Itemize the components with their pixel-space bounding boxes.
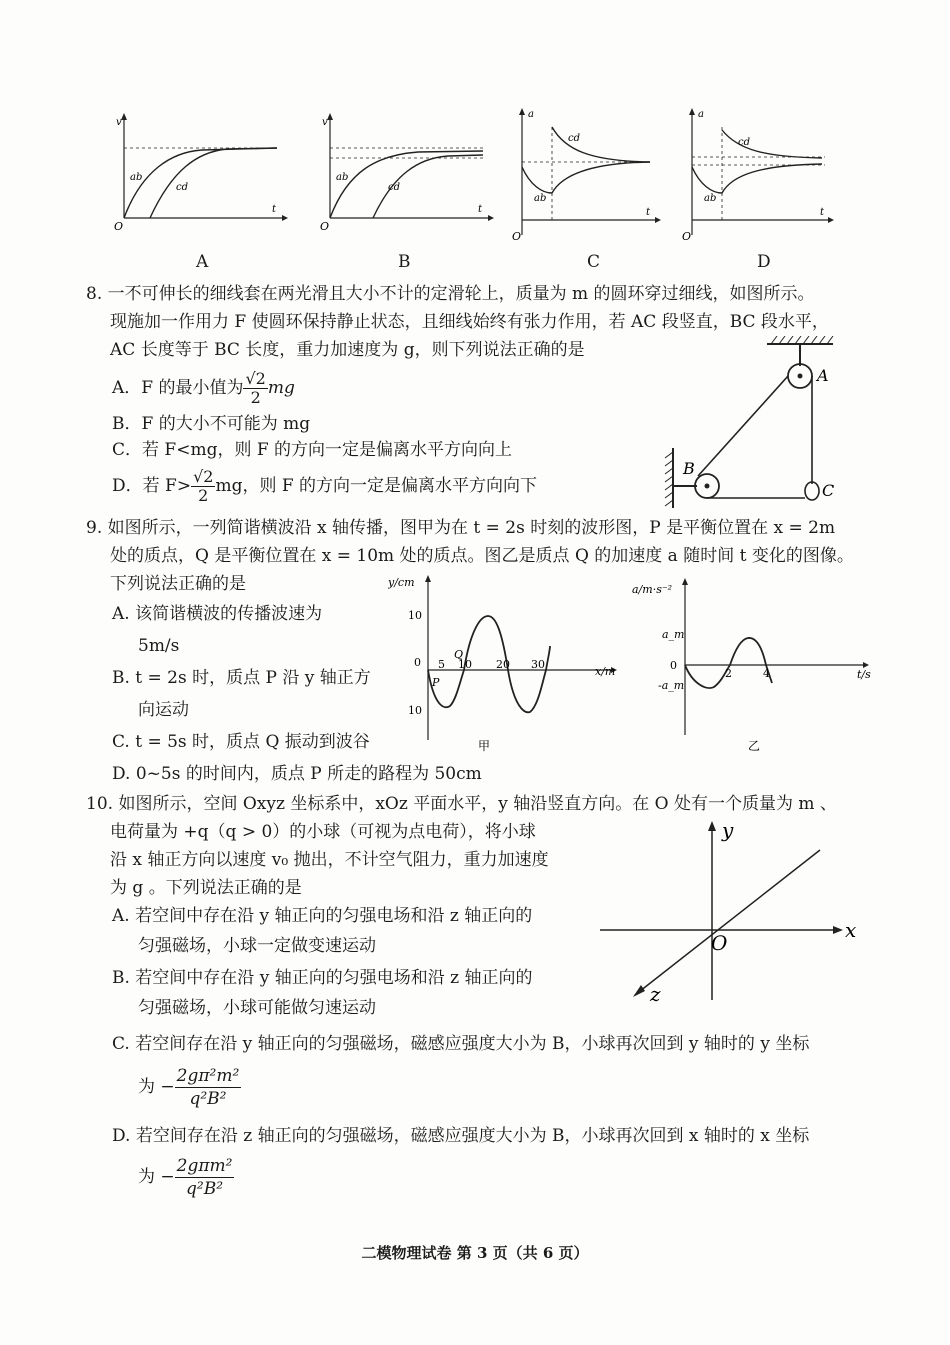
q9-option-d: D. 0~5s 的时间内，质点 P 所走的路程为 50cm: [112, 764, 482, 784]
q10-stem-2: 电荷量为 +q（q > 0）的小球（可视为点电荷），将小球: [110, 822, 536, 842]
graph-label-d: D: [757, 252, 771, 272]
q10-option-d-line1: D. 若空间存在沿 z 轴正向的匀强磁场，磁感应强度大小为 B，小球再次回到 x 轴时的 x 坐标: [112, 1126, 810, 1146]
q10-stem-3: 沿 x 轴正方向以速度 v₀ 抛出，不计空气阻力，重力加速度: [110, 850, 549, 870]
svg-text:-a_m: -a_m: [658, 679, 685, 692]
q10-option-b-line2: 匀强磁场，小球可能做匀速运动: [138, 998, 376, 1018]
q8-option-b: B．F 的大小不可能为 mg: [112, 414, 311, 434]
svg-text:10: 10: [458, 658, 472, 671]
svg-text:P: P: [432, 676, 440, 689]
svg-text:O: O: [682, 230, 692, 243]
svg-text:x/m: x/m: [595, 665, 616, 678]
svg-text:O: O: [711, 931, 728, 955]
graph-b: [318, 110, 498, 235]
graph-c: [510, 105, 665, 245]
q10-stem-4: 为 g 。下列说法正确的是: [110, 878, 302, 898]
svg-text:x: x: [845, 918, 857, 942]
q10-option-c-line2: 为 − $\frac{\text{2gπ²m²}}{\text{q²B²}}$: [138, 1066, 240, 1109]
svg-text:A: A: [817, 366, 829, 385]
svg-text:y: y: [722, 818, 734, 842]
svg-text:ab: ab: [336, 172, 349, 183]
q8-option-d: D．若 F> $\frac{√2}{2}$ mg，则 F 的方向一定是偏离水平方向向下: [112, 467, 538, 505]
q10-option-a-line2: 匀强磁场，小球一定做变速运动: [138, 936, 376, 956]
q8-pulley-figure: [655, 336, 845, 511]
svg-text:30: 30: [531, 658, 545, 671]
svg-text:0: 0: [414, 656, 421, 669]
svg-text:v: v: [322, 117, 328, 128]
q10-stem-1: 10. 如图所示，空间 Oxyz 坐标系中，xOz 平面水平，y 轴沿竖直方向。在 O 处有一个质量为 m 、: [86, 794, 837, 814]
svg-text:10: 10: [408, 704, 422, 717]
q9-option-a-line2: 5m/s: [138, 636, 180, 656]
svg-text:10: 10: [408, 609, 422, 622]
graph-d: [680, 105, 840, 245]
svg-text:O: O: [320, 220, 330, 233]
svg-text:2: 2: [725, 667, 732, 680]
svg-text:cd: cd: [568, 133, 581, 144]
q9-stem-2: 处的质点，Q 是平衡位置在 x = 10m 处的质点。图乙是质点 Q 的加速度 a 随时间 t 变化的图像。: [110, 546, 854, 566]
svg-text:O: O: [512, 230, 522, 243]
q10-option-a-line1: A. 若空间中存在沿 y 轴正向的匀强电场和沿 z 轴正向的: [112, 906, 533, 926]
svg-text:乙: 乙: [748, 739, 761, 753]
svg-text:a/m·s⁻²: a/m·s⁻²: [632, 583, 673, 596]
q8-option-a: A．F 的最小值为 $\frac{√2}{2}$ mg: [112, 369, 295, 407]
q10-option-d-line2: 为 − $\frac{\text{2gπm²}}{\text{q²B²}}$: [138, 1156, 233, 1199]
q9-option-b-line1: B. t = 2s 时，质点 P 沿 y 轴正方: [112, 668, 371, 688]
svg-text:4: 4: [763, 667, 770, 680]
q8-stem-3: AC 长度等于 BC 长度，重力加速度为 g，则下列说法正确的是: [110, 340, 585, 360]
graph-a: [112, 110, 292, 235]
svg-text:0: 0: [670, 659, 677, 672]
svg-text:O: O: [114, 220, 124, 233]
q10-axes-figure: [595, 815, 865, 1005]
page-footer: 二模物理试卷 第 3 页（共 6 页）: [361, 1244, 589, 1262]
svg-text:ab: ab: [130, 172, 143, 183]
svg-text:20: 20: [496, 658, 510, 671]
q9-option-b-line2: 向运动: [138, 700, 189, 720]
svg-text:a_m: a_m: [662, 628, 685, 641]
q9-stem-3: 下列说法正确的是: [110, 574, 246, 594]
svg-text:y/cm: y/cm: [388, 576, 415, 589]
svg-text:t: t: [272, 204, 277, 215]
svg-text:cd: cd: [176, 182, 189, 193]
graph-label-c: C: [587, 252, 601, 272]
q8-stem-2: 现施加一作用力 F 使圆环保持静止状态，且细线始终有张力作用，若 AC 段竖直，BC 段水平，: [110, 312, 829, 332]
q9-option-c: C. t = 5s 时，质点 Q 振动到波谷: [112, 732, 370, 752]
svg-text:v: v: [116, 117, 122, 128]
svg-text:Q: Q: [454, 648, 464, 661]
q9-stem-1: 9. 如图所示，一列简谐横波沿 x 轴传播，图甲为在 t = 2s 时刻的波形图，P 是平衡位置在 x = 2m: [86, 518, 836, 538]
q8-stem-1: 8. 一不可伸长的细线套在两光滑且大小不计的定滑轮上，质量为 m 的圆环穿过细线，如图所示。: [86, 284, 815, 304]
svg-text:ab: ab: [704, 193, 717, 204]
q9-figure-yi: [630, 575, 875, 757]
svg-text:a: a: [528, 109, 534, 120]
q10-option-b-line1: B. 若空间中存在沿 y 轴正向的匀强电场和沿 z 轴正向的: [112, 968, 533, 988]
svg-text:t: t: [478, 204, 483, 215]
svg-text:t: t: [820, 207, 825, 218]
q9-figure-jia: [388, 572, 618, 757]
graph-label-a: A: [196, 252, 209, 272]
q8-option-c: C．若 F<mg，则 F 的方向一定是偏离水平方向向上: [112, 440, 513, 460]
svg-text:甲: 甲: [478, 739, 491, 753]
svg-text:5: 5: [438, 658, 445, 671]
svg-text:ab: ab: [534, 193, 547, 204]
svg-text:z: z: [650, 982, 661, 1005]
svg-text:cd: cd: [388, 182, 401, 193]
svg-text:cd: cd: [738, 137, 751, 148]
q9-option-a-line1: A. 该简谐横波的传播波速为: [112, 604, 323, 624]
graph-label-b: B: [398, 252, 411, 272]
svg-text:a: a: [698, 109, 704, 120]
q10-option-c-line1: C. 若空间存在沿 y 轴正向的匀强磁场，磁感应强度大小为 B，小球再次回到 y 轴时的 y 坐标: [112, 1034, 810, 1054]
svg-text:B: B: [683, 459, 695, 478]
svg-text:t: t: [646, 207, 651, 218]
svg-text:C: C: [822, 481, 835, 500]
svg-text:t/s: t/s: [857, 668, 871, 681]
